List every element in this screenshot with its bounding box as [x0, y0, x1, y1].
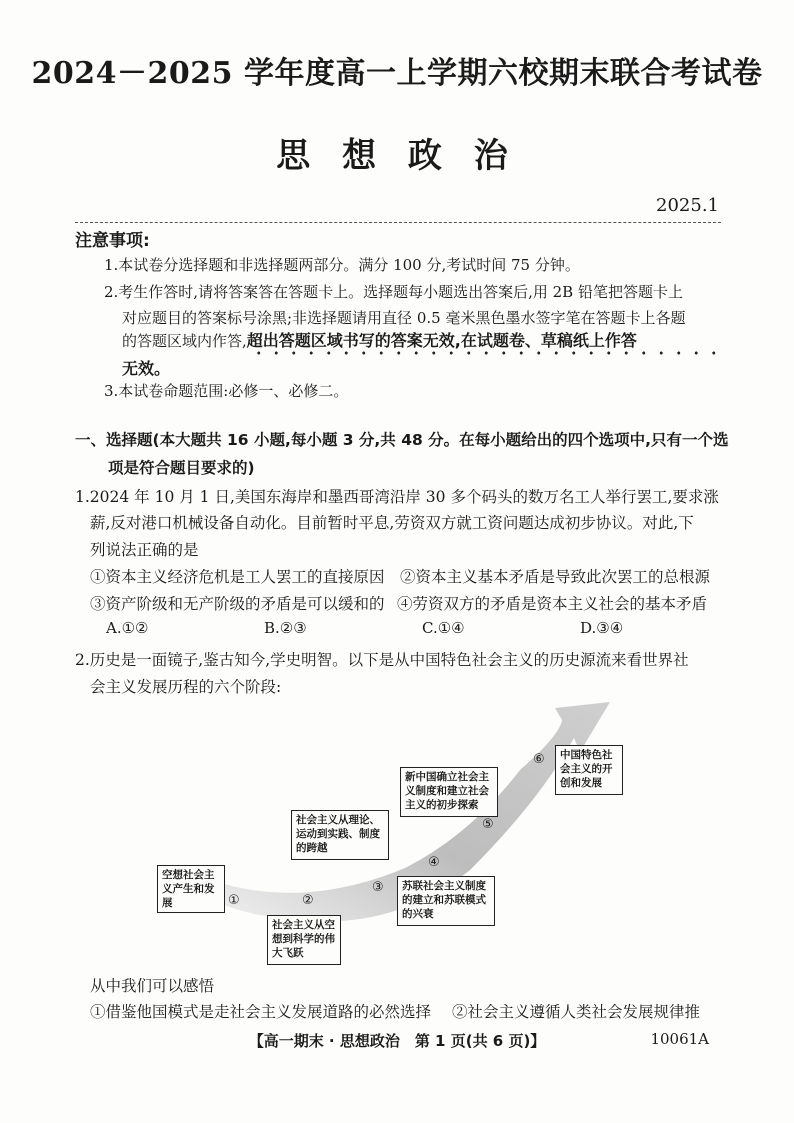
stage-3-number: ③ — [372, 880, 384, 895]
notice-item-2-line-4: 无效。 — [122, 359, 171, 378]
q2-statement-1: ①借鉴他国模式是走社会主义发展道路的必然选择 — [90, 1003, 432, 1021]
stage-3-box: 社会主义从理论、运动到实践、制度的跨越 — [291, 810, 389, 860]
stage-1-box: 空想社会主义产生和发展 — [157, 865, 225, 913]
q1-statement-3: ③资产阶级和无产阶级的矛盾是可以缓和的 — [90, 595, 385, 613]
notice-item-2-line-1: 2.考生作答时,请将答案答在答题卡上。选择题每小题选出答案后,用 2B 铅笔把答题卡上 — [104, 283, 683, 301]
stage-5-box: 新中国确立社会主义制度和建立社会主义的初步探索 — [400, 767, 498, 817]
q2-lead: 从中我们可以感悟 — [90, 977, 215, 995]
q2-stem-line-2: 会主义发展历程的六个阶段: — [90, 678, 282, 696]
notice-item-1: 1.本试卷分选择题和非选择题两部分。满分 100 分,考试时间 75 分钟。 — [104, 256, 580, 274]
stage-6-number: ⑥ — [533, 752, 545, 767]
notice-item-2-line-2: 对应题目的答案标号涂黑;非选择题请用直径 0.5 毫米黑色墨水签字笔在答题卡上各题 — [122, 309, 686, 327]
exam-title: 2024－2025 学年度高一上学期六校期末联合考试卷 — [31, 56, 763, 91]
q1-option-c: C.①④ — [422, 619, 465, 637]
stage-1-number: ① — [228, 893, 240, 908]
q1-stem-line-1: 1.2024 年 10 月 1 日,美国东海岸和墨西哥湾沿岸 30 多个码头的数万名工人举行罢工,要求涨 — [75, 488, 719, 506]
stage-6-box: 中国特色社会主义的开创和发展 — [555, 745, 623, 795]
q1-option-b: B.②③ — [264, 619, 307, 637]
notice-emphasis-text: 超出答题区域书写的答案无效,在试题卷、草稿纸上作答 — [246, 331, 637, 350]
q2-statement-2: ②社会主义遵循人类社会发展规律推 — [452, 1003, 701, 1021]
stage-4-number: ④ — [428, 855, 440, 870]
stage-2-number: ② — [302, 893, 314, 908]
q1-statement-2: ②资本主义基本矛盾是导致此次罢工的总根源 — [400, 568, 711, 586]
notice-heading: 注意事项: — [75, 231, 150, 251]
section-1-heading-line-2: 项是符合题目要求的) — [108, 459, 255, 477]
stage-5-number: ⑤ — [482, 817, 494, 832]
stage-4-box: 苏联社会主义制度的建立和苏联模式的兴衰 — [397, 876, 495, 926]
q1-statement-1: ①资本主义经济危机是工人罢工的直接原因 — [90, 568, 385, 586]
q1-statement-4: ④劳资双方的矛盾是资本主义社会的基本矛盾 — [397, 595, 708, 613]
q2-stem-line-1: 2.历史是一面镜子,鉴古知今,学史明智。以下是从中国特色社会主义的历史源流来看世界社 — [75, 651, 689, 669]
q1-stem-line-2: 薪,反对港口机械设备自动化。目前暂时平息,劳资双方就工资问题达成初步协议。对此,下 — [90, 514, 694, 532]
section-1-heading: 一、选择题(本大题共 16 小题,每小题 3 分,共 48 分。在每小题给出的四个选项中,只有一个选 — [75, 431, 729, 449]
subject-title: 思 想 政 治 — [276, 136, 518, 176]
q1-stem-line-3: 列说法正确的是 — [90, 541, 199, 559]
q1-option-d: D.③④ — [580, 619, 624, 637]
stage-2-box: 社会主义从空想到科学的伟大飞跃 — [267, 915, 341, 965]
q1-option-a: A.①② — [106, 619, 149, 637]
notice-item-3: 3.本试卷命题范围:必修一、必修二。 — [104, 382, 349, 400]
exam-code: 10061A — [650, 1030, 709, 1048]
notice-item-2-line-3-normal: 的答题区域内作答, — [122, 332, 247, 350]
page-footer: 【高一期末 · 思想政治 第 1 页(共 6 页)】 — [248, 1032, 546, 1050]
exam-date: 2025.1 — [656, 195, 719, 216]
